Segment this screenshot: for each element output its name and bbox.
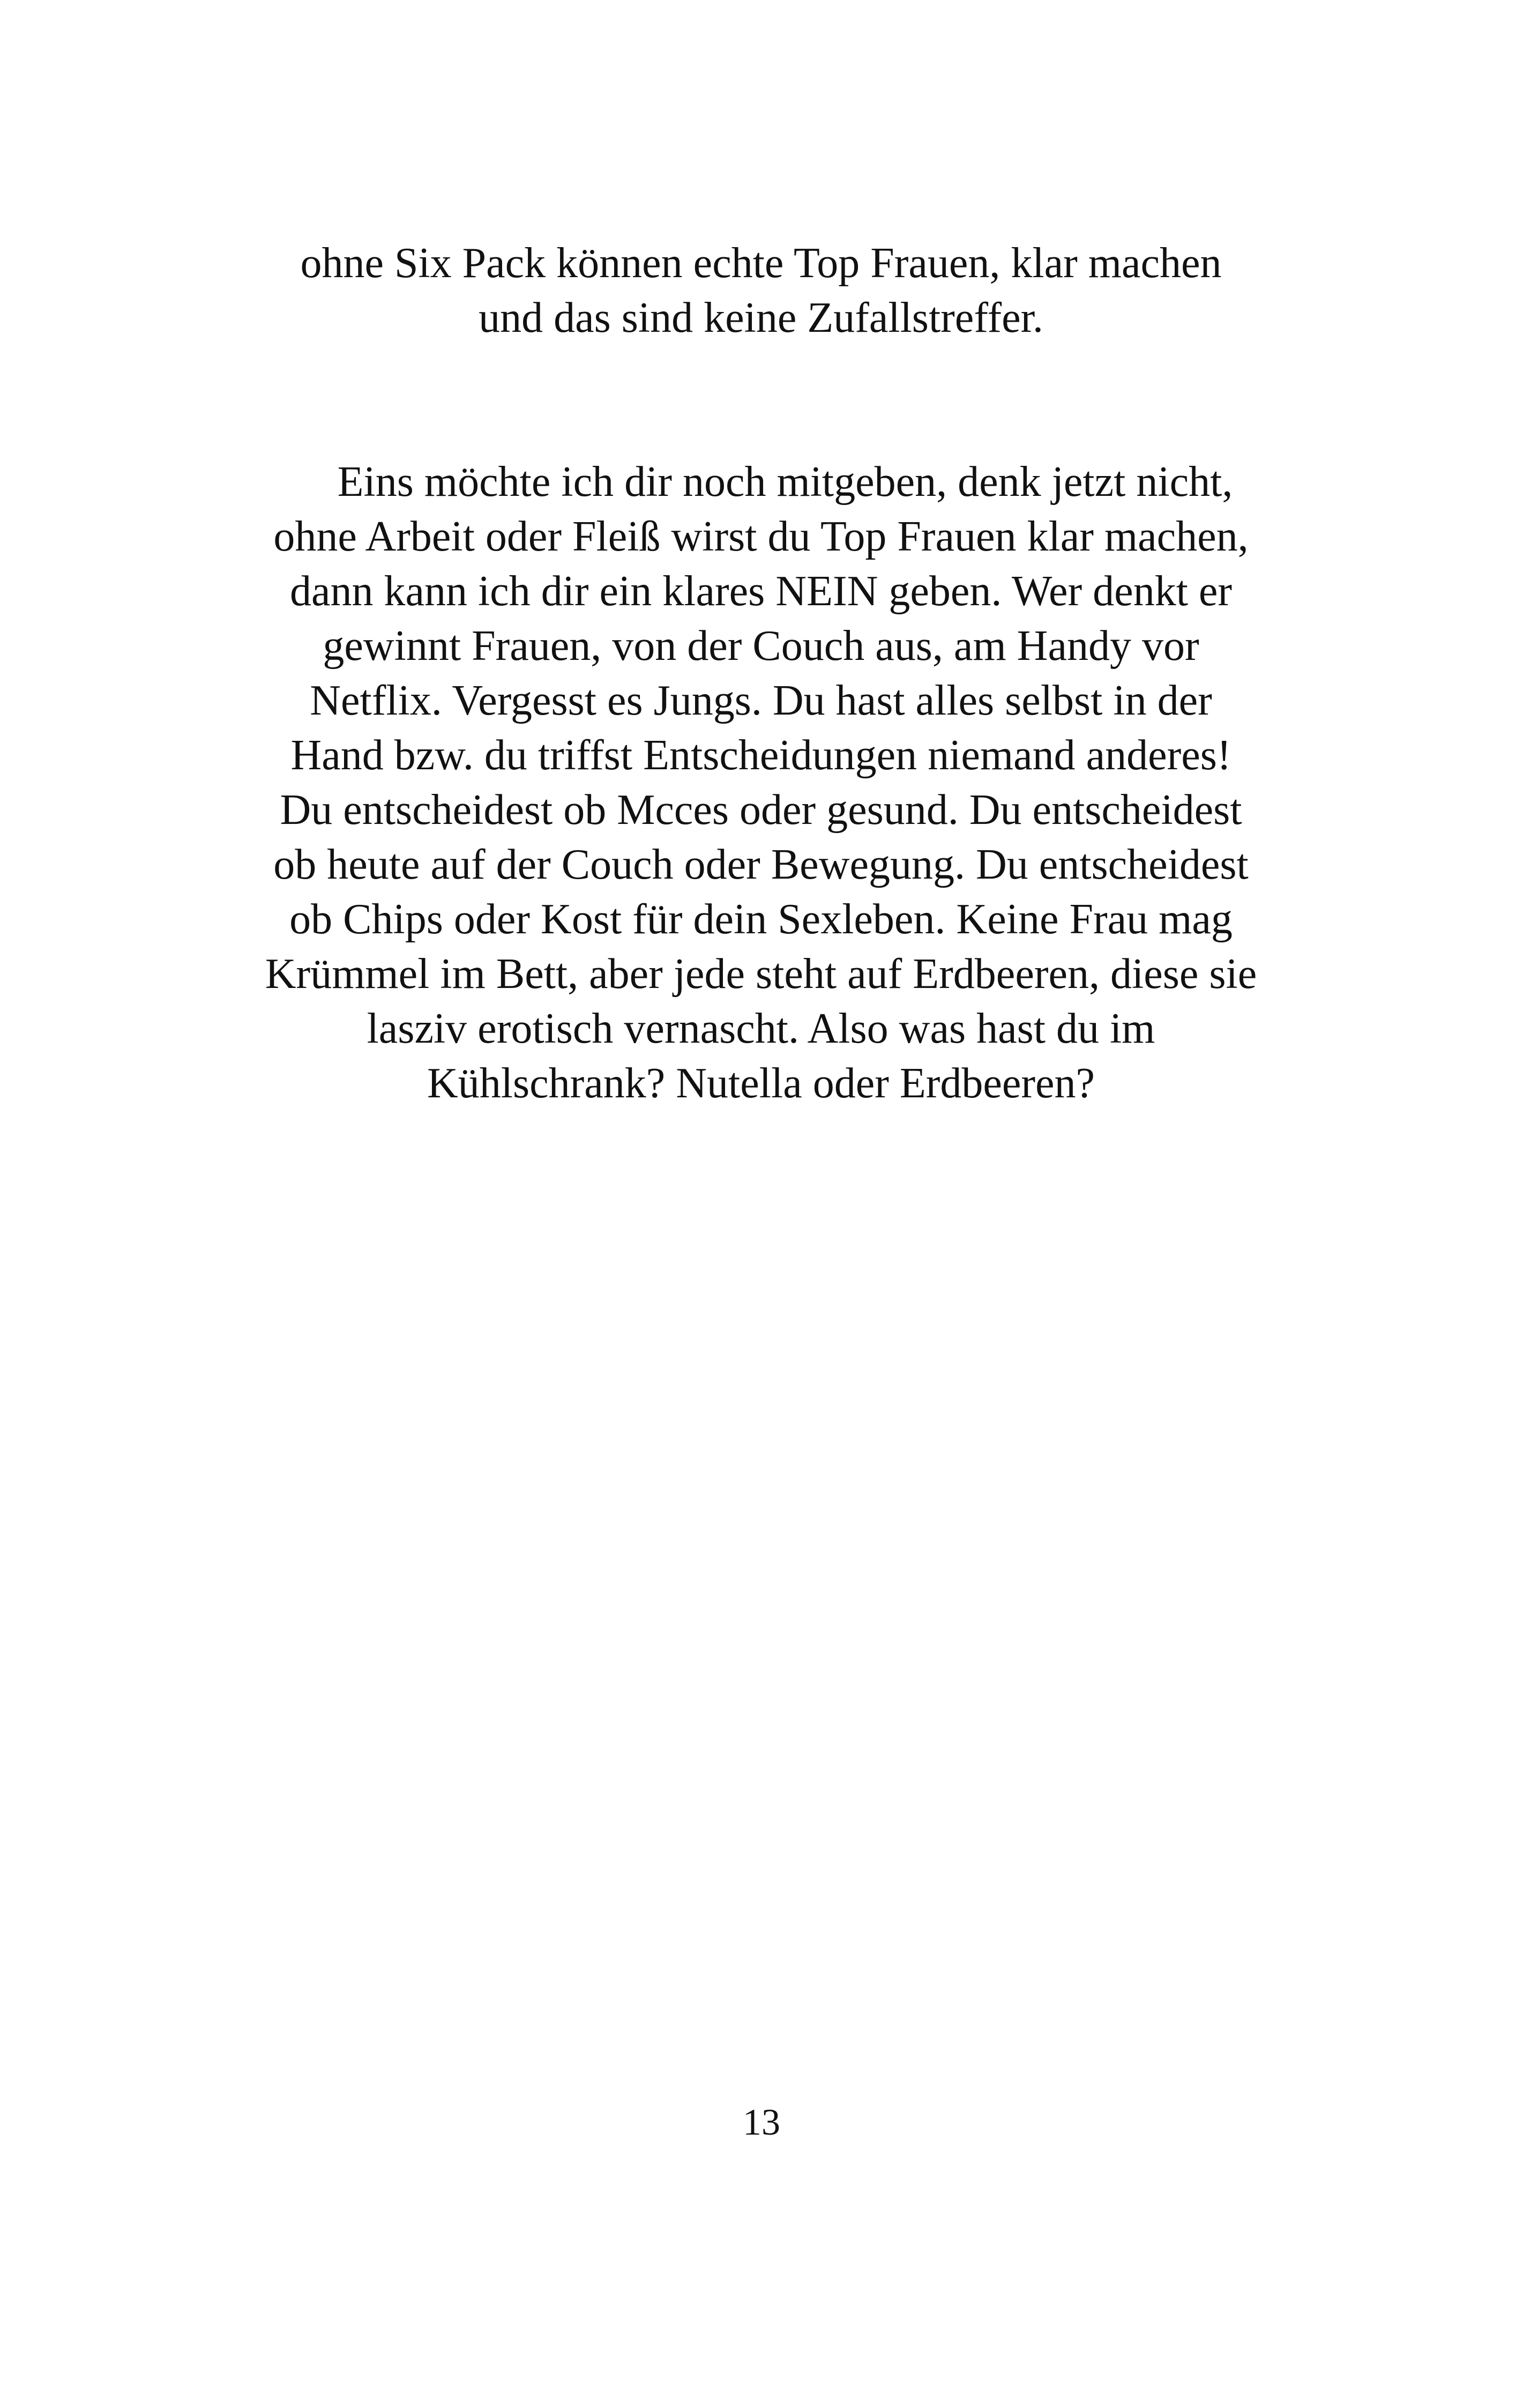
text-line: Kühlschrank? Nutella oder Erdbeeren?: [427, 1060, 1095, 1107]
text-line: und das sind keine Zufallstreffer.: [479, 294, 1043, 341]
text-line: ob heute auf der Couch oder Bewegung. Du entscheidest: [273, 841, 1249, 888]
paragraph-main: [204, 455, 1318, 1111]
text-line: Krümmel im Bett, aber jede steht auf Erdbeeren, diese sie: [265, 950, 1257, 998]
text-line: ob Chips oder Kost für dein Sexleben. Keine Frau mag: [289, 896, 1233, 943]
text-line: Netflix. Vergesst es Jungs. Du hast alles selbst in der: [310, 677, 1212, 724]
text-line: Hand bzw. du triffst Entscheidungen niemand anderes!: [290, 732, 1231, 779]
paragraph-continuation: [204, 236, 1318, 345]
text-line: ohne Six Pack können echte Top Frauen, klar machen: [300, 240, 1222, 287]
text-line: Eins möchte ich dir noch mitgeben, denk jetzt nicht,: [337, 458, 1233, 506]
text-line: dann kann ich dir ein klares NEIN geben. Wer denkt er: [289, 568, 1233, 615]
text-line: gewinnt Frauen, von der Couch aus, am Handy vor: [323, 622, 1199, 670]
page-number: 13: [743, 2102, 780, 2143]
text-line: ohne Arbeit oder Fleiß wirst du Top Frauen klar machen,: [273, 513, 1249, 560]
text-line: Du entscheidest ob Mcces oder gesund. Du entscheidest: [280, 786, 1242, 834]
text-line: lasziv erotisch vernascht. Also was hast du im: [367, 1005, 1155, 1052]
